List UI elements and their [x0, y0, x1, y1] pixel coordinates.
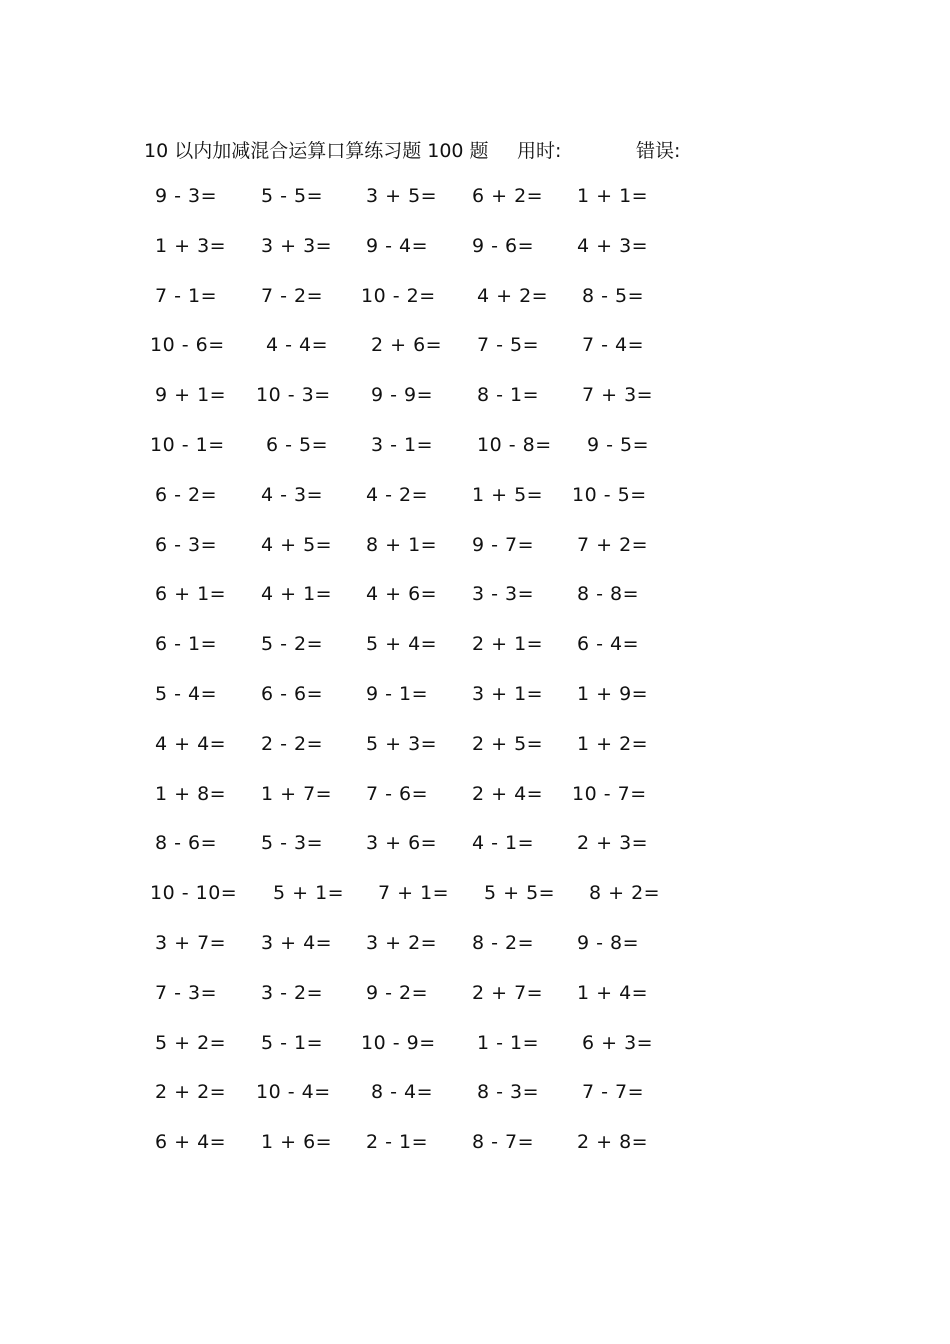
problem-item: 9 - 8= — [577, 932, 640, 954]
problem-item: 3 + 5= — [366, 185, 438, 207]
problem-item: 2 + 8= — [577, 1131, 649, 1153]
problem-item: 3 - 3= — [472, 583, 535, 605]
problem-item: 10 - 7= — [572, 783, 647, 805]
problem-item: 8 - 1= — [477, 384, 540, 406]
problem-item: 1 + 9= — [577, 683, 649, 705]
problem-item: 5 + 4= — [366, 633, 438, 655]
problem-item: 7 - 6= — [366, 783, 429, 805]
problem-row — [0, 434, 950, 464]
problem-item: 1 + 1= — [577, 185, 649, 207]
problem-item: 6 - 1= — [155, 633, 218, 655]
problem-item: 1 + 6= — [261, 1131, 333, 1153]
problem-item: 5 + 5= — [484, 882, 556, 904]
problem-item: 7 + 2= — [577, 534, 649, 556]
problem-item: 8 + 1= — [366, 534, 438, 556]
problem-item: 1 + 2= — [577, 733, 649, 755]
problem-item: 7 + 1= — [378, 882, 450, 904]
problem-item: 7 - 4= — [582, 334, 645, 356]
problem-item: 5 - 2= — [261, 633, 324, 655]
problem-item: 4 + 6= — [366, 583, 438, 605]
problem-item: 8 - 8= — [577, 583, 640, 605]
problem-item: 10 - 5= — [572, 484, 647, 506]
problem-row — [0, 783, 950, 813]
problem-item: 4 + 4= — [155, 733, 227, 755]
problem-row — [0, 1032, 950, 1062]
problem-item: 3 + 2= — [366, 932, 438, 954]
problem-item: 1 - 1= — [477, 1032, 540, 1054]
problem-item: 1 + 7= — [261, 783, 333, 805]
problem-row — [0, 1081, 950, 1111]
problem-item: 9 - 7= — [472, 534, 535, 556]
problem-item: 4 + 3= — [577, 235, 649, 257]
problem-item: 8 - 5= — [582, 285, 645, 307]
problem-item: 1 + 8= — [155, 783, 227, 805]
problem-item: 9 - 4= — [366, 235, 429, 257]
problem-item: 9 - 1= — [366, 683, 429, 705]
problem-item: 2 + 2= — [155, 1081, 227, 1103]
problem-item: 6 + 2= — [472, 185, 544, 207]
problem-item: 3 - 2= — [261, 982, 324, 1004]
problem-item: 6 - 4= — [577, 633, 640, 655]
problem-item: 10 - 9= — [361, 1032, 436, 1054]
problem-item: 10 - 4= — [256, 1081, 331, 1103]
problem-item: 5 + 1= — [273, 882, 345, 904]
problem-item: 9 - 6= — [472, 235, 535, 257]
problem-item: 3 + 4= — [261, 932, 333, 954]
problem-item: 9 - 3= — [155, 185, 218, 207]
problem-item: 10 - 2= — [361, 285, 436, 307]
time-used-label: 用时: — [517, 140, 562, 162]
problem-item: 6 - 3= — [155, 534, 218, 556]
problem-item: 3 + 1= — [472, 683, 544, 705]
problem-item: 7 - 7= — [582, 1081, 645, 1103]
problem-item: 3 + 6= — [366, 832, 438, 854]
problem-item: 7 + 3= — [582, 384, 654, 406]
problem-item: 8 - 7= — [472, 1131, 535, 1153]
problem-item: 3 - 1= — [371, 434, 434, 456]
problem-item: 2 + 3= — [577, 832, 649, 854]
problem-row — [0, 733, 950, 763]
problem-item: 5 - 4= — [155, 683, 218, 705]
worksheet-title: 10 以内加减混合运算口算练习题 100 题 — [144, 140, 489, 162]
problem-row — [0, 484, 950, 514]
problem-item: 2 + 1= — [472, 633, 544, 655]
problem-item: 7 - 1= — [155, 285, 218, 307]
problem-item: 6 + 3= — [582, 1032, 654, 1054]
problem-row — [0, 932, 950, 962]
problem-item: 9 + 1= — [155, 384, 227, 406]
problem-row — [0, 882, 950, 912]
problem-item: 4 - 3= — [261, 484, 324, 506]
problem-item: 8 - 3= — [477, 1081, 540, 1103]
problem-item: 2 - 1= — [366, 1131, 429, 1153]
problem-row — [0, 633, 950, 663]
problem-item: 10 - 6= — [150, 334, 225, 356]
problem-item: 5 - 3= — [261, 832, 324, 854]
problem-item: 2 - 2= — [261, 733, 324, 755]
problem-item: 6 + 4= — [155, 1131, 227, 1153]
problem-item: 4 - 2= — [366, 484, 429, 506]
problem-row — [0, 235, 950, 265]
problem-item: 9 - 5= — [587, 434, 650, 456]
problem-row — [0, 832, 950, 862]
problem-row — [0, 285, 950, 315]
problem-item: 6 - 6= — [261, 683, 324, 705]
problem-item: 8 - 4= — [371, 1081, 434, 1103]
problem-row — [0, 1131, 950, 1161]
problem-item: 6 - 5= — [266, 434, 329, 456]
problem-item: 5 - 5= — [261, 185, 324, 207]
problem-item: 2 + 4= — [472, 783, 544, 805]
problem-item: 9 - 2= — [366, 982, 429, 1004]
problem-item: 2 + 7= — [472, 982, 544, 1004]
problem-row — [0, 982, 950, 1012]
problem-row — [0, 384, 950, 414]
problem-item: 1 + 3= — [155, 235, 227, 257]
problem-item: 7 - 5= — [477, 334, 540, 356]
problem-item: 3 + 7= — [155, 932, 227, 954]
problem-item: 2 + 6= — [371, 334, 443, 356]
problem-item: 4 + 2= — [477, 285, 549, 307]
problem-row — [0, 185, 950, 215]
errors-label: 错误: — [636, 140, 681, 162]
problem-row — [0, 583, 950, 613]
problem-item: 5 - 1= — [261, 1032, 324, 1054]
problem-item: 10 - 3= — [256, 384, 331, 406]
problem-item: 7 - 3= — [155, 982, 218, 1004]
problem-item: 10 - 1= — [150, 434, 225, 456]
problem-item: 6 + 1= — [155, 583, 227, 605]
problem-item: 4 + 1= — [261, 583, 333, 605]
problem-item: 8 + 2= — [589, 882, 661, 904]
problem-item: 8 - 6= — [155, 832, 218, 854]
problem-item: 5 + 2= — [155, 1032, 227, 1054]
problem-item: 6 - 2= — [155, 484, 218, 506]
problem-item: 7 - 2= — [261, 285, 324, 307]
problem-item: 3 + 3= — [261, 235, 333, 257]
problem-row — [0, 334, 950, 364]
problem-item: 1 + 4= — [577, 982, 649, 1004]
problem-row — [0, 683, 950, 713]
problem-item: 10 - 8= — [477, 434, 552, 456]
problem-item: 4 - 4= — [266, 334, 329, 356]
problem-row — [0, 534, 950, 564]
problem-item: 1 + 5= — [472, 484, 544, 506]
problem-item: 10 - 10= — [150, 882, 238, 904]
problem-item: 4 + 5= — [261, 534, 333, 556]
problem-item: 9 - 9= — [371, 384, 434, 406]
problem-item: 2 + 5= — [472, 733, 544, 755]
problem-item: 5 + 3= — [366, 733, 438, 755]
problem-item: 4 - 1= — [472, 832, 535, 854]
problem-item: 8 - 2= — [472, 932, 535, 954]
